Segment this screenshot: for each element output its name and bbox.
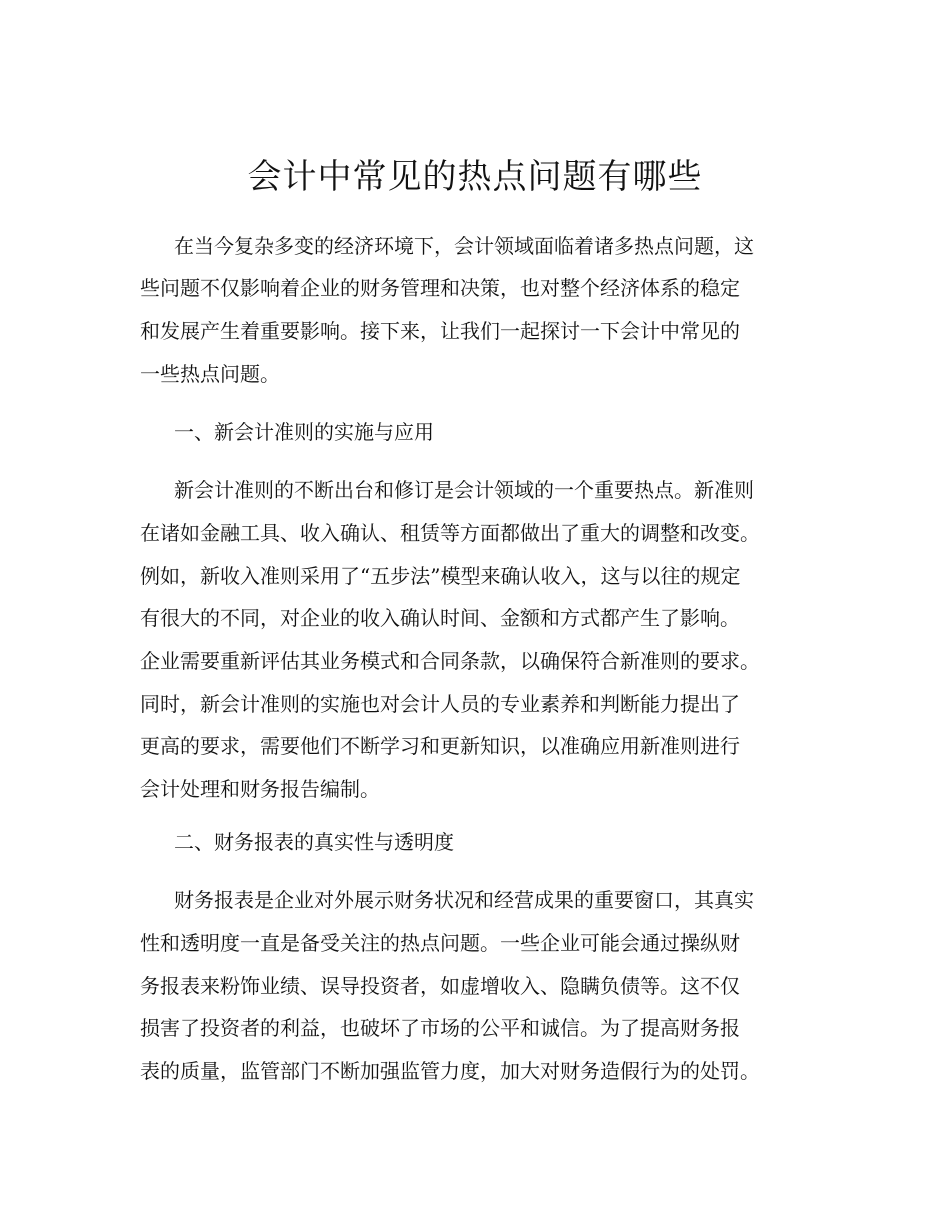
section-1-line-5: 企业需要重新评估其业务模式和合同条款，以确保符合新准则的要求。: [140, 649, 760, 673]
section-heading-1: 一、新会计准则的实施与应用: [174, 420, 434, 444]
section-2-line-2: 性和透明度一直是备受关注的热点问题。一些企业可能会通过操纵财: [140, 931, 740, 955]
section-1-line-2: 在诸如金融工具、收入确认、租赁等方面都做出了重大的调整和改变。: [140, 521, 760, 545]
intro-line-3: 和发展产生着重要影响。接下来，让我们一起探讨一下会计中常见的: [140, 319, 740, 343]
section-1-line-3: 例如，新收入准则采用了“五步法”模型来确认收入，这与以往的规定: [140, 564, 741, 588]
section-1-line-6: 同时，新会计准则的实施也对会计人员的专业素养和判断能力提出了: [140, 692, 740, 716]
section-2-line-1: 财务报表是企业对外展示财务状况和经营成果的重要窗口，其真实: [174, 888, 754, 912]
section-2-line-5: 表的质量，监管部门不断加强监管力度，加大对财务造假行为的处罚。: [140, 1059, 760, 1083]
document-title: 会计中常见的热点问题有哪些: [247, 157, 703, 197]
section-2-line-4: 损害了投资者的利益，也破坏了市场的公平和诚信。为了提高财务报: [140, 1016, 740, 1040]
section-1-line-8: 会计处理和财务报告编制。: [140, 777, 380, 801]
intro-line-1: 在当今复杂多变的经济环境下，会计领域面临着诸多热点问题，这: [174, 234, 754, 258]
intro-line-4: 一些热点问题。: [140, 362, 280, 386]
section-heading-2: 二、财务报表的真实性与透明度: [174, 830, 454, 854]
section-1-line-7: 更高的要求，需要他们不断学习和更新知识，以准确应用新准则进行: [140, 734, 740, 758]
section-2-line-3: 务报表来粉饰业绩、误导投资者，如虚增收入、隐瞒负债等。这不仅: [140, 974, 740, 998]
section-1-line-4: 有很大的不同，对企业的收入确认时间、金额和方式都产生了影响。: [140, 606, 740, 630]
section-1-line-1: 新会计准则的不断出台和修订是会计领域的一个重要热点。新准则: [174, 478, 754, 502]
intro-line-2: 些问题不仅影响着企业的财务管理和决策，也对整个经济体系的稳定: [140, 276, 740, 300]
